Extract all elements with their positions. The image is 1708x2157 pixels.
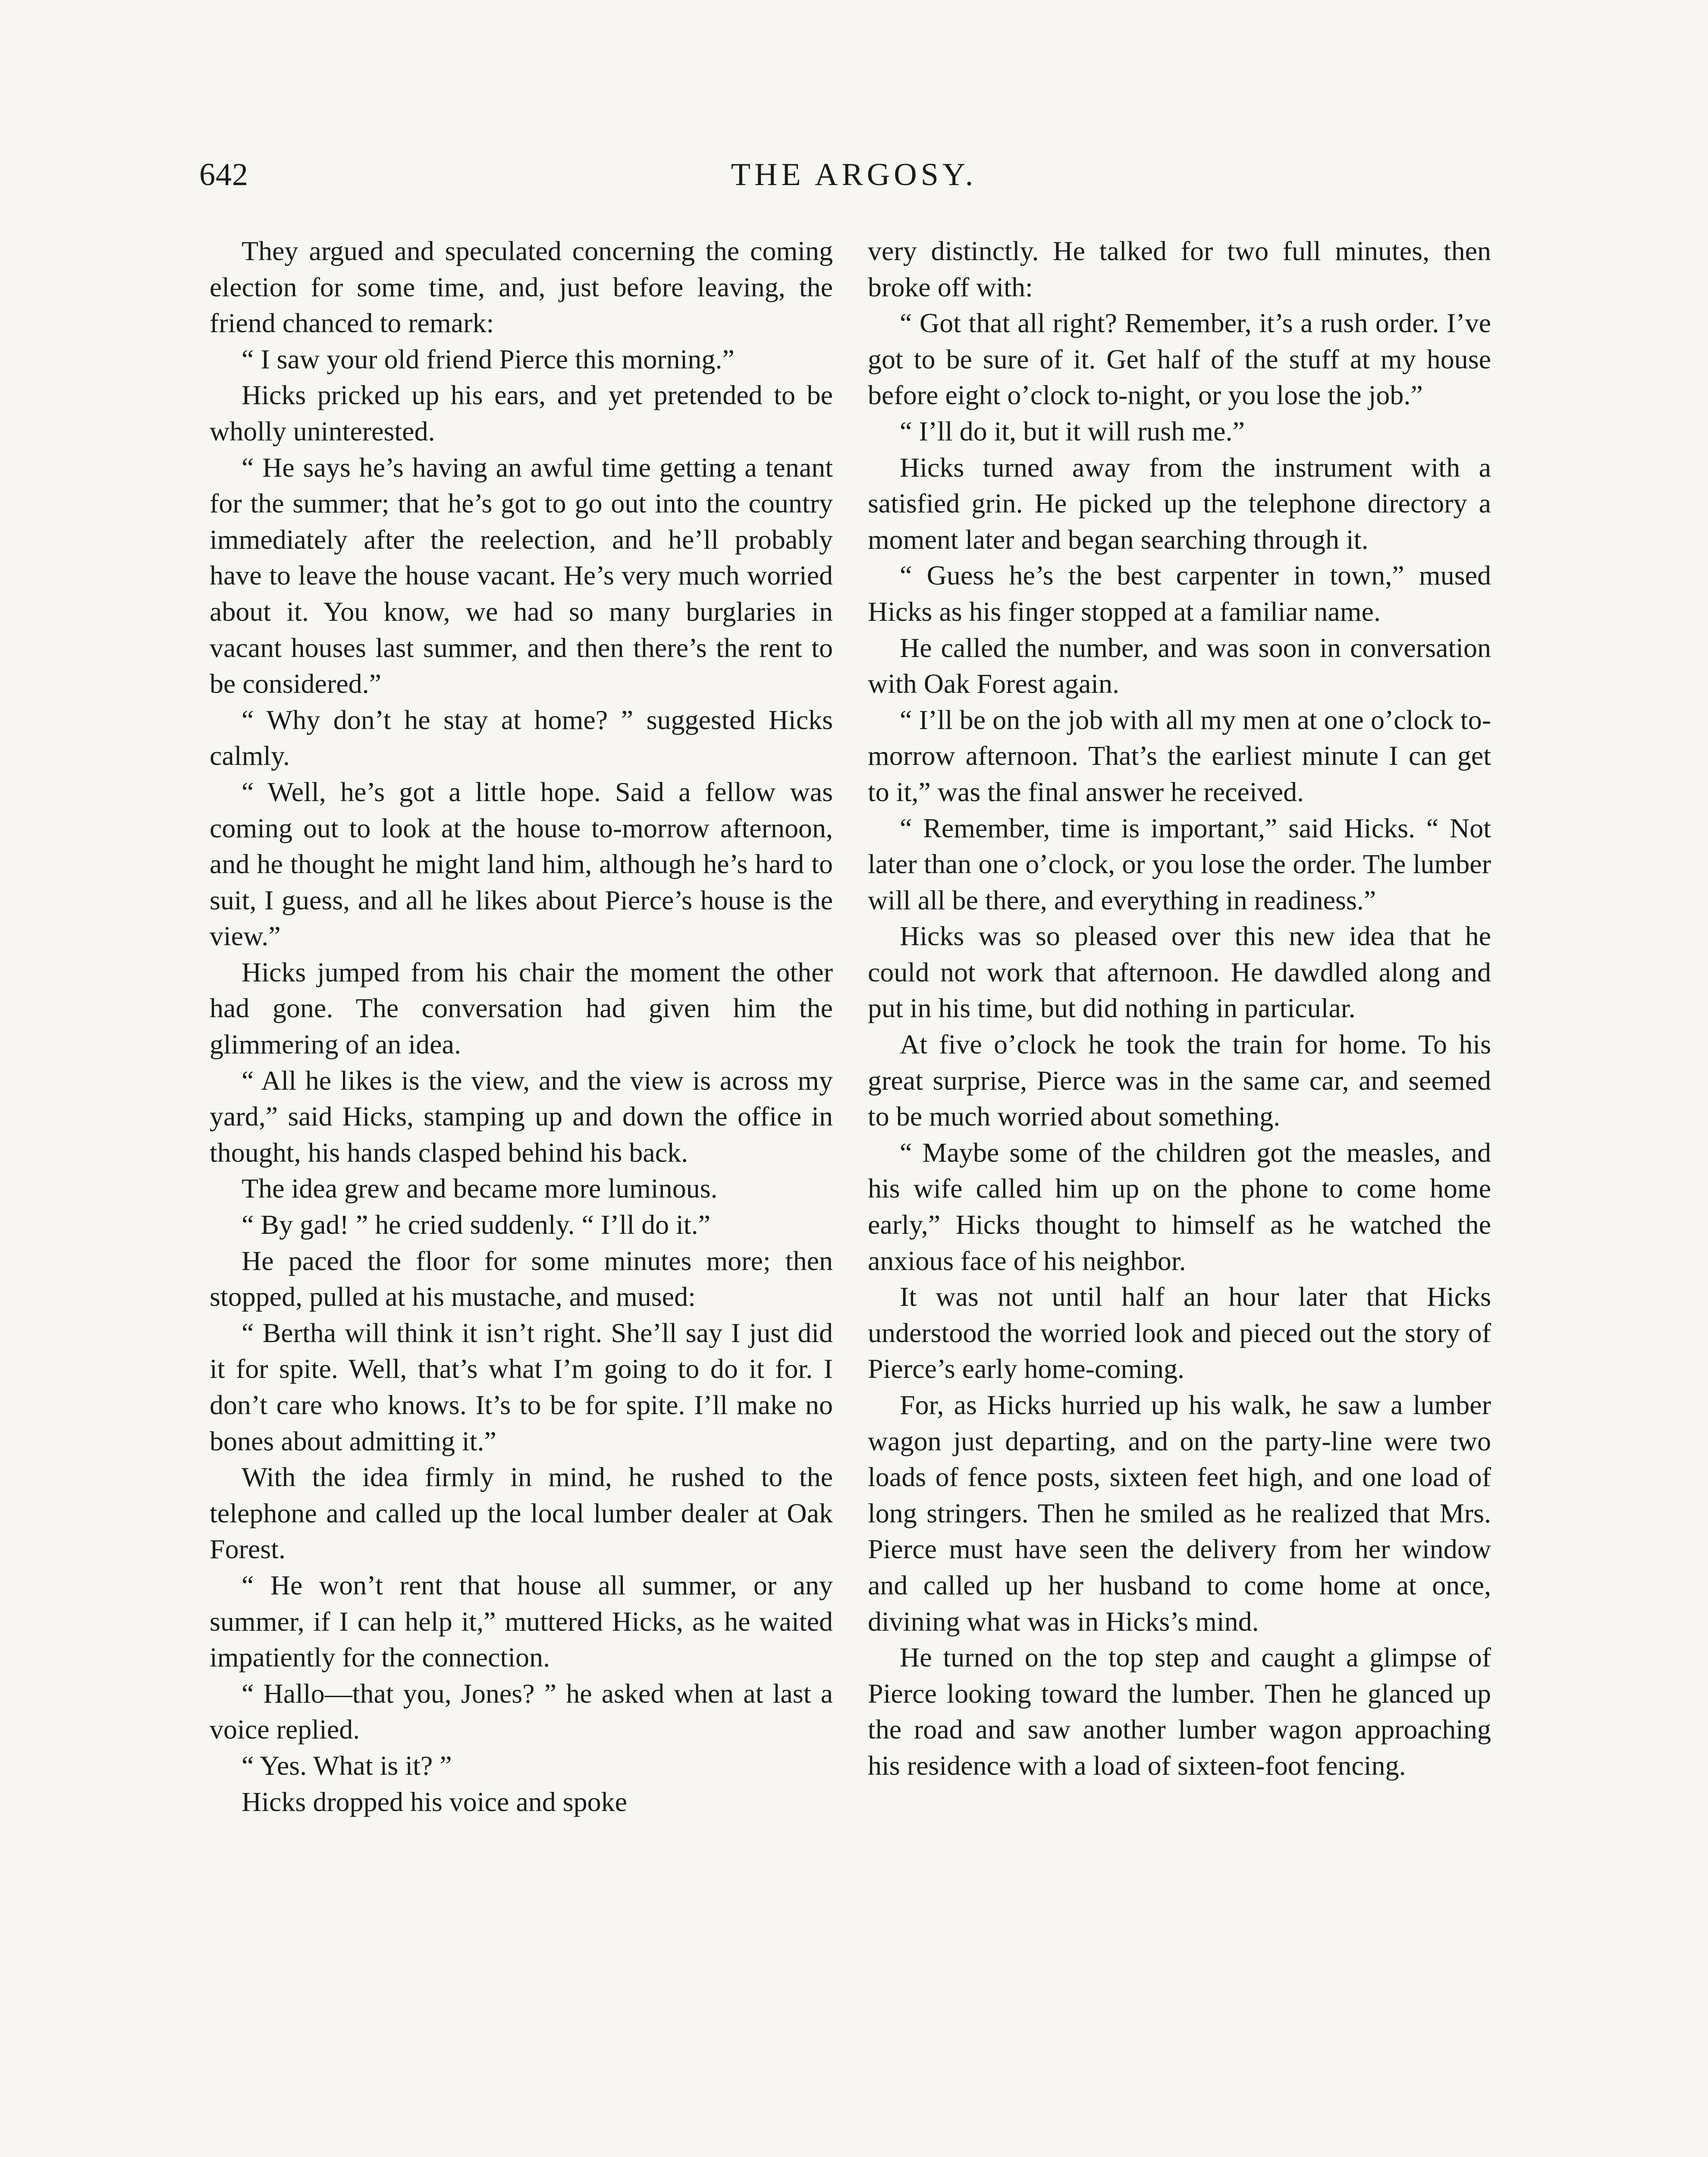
paragraph: He paced the floor for some minutes more; then stopped, pulled at his mustache, and mused: [210, 1245, 833, 1312]
paragraph: Hicks was so pleased over this new idea that he could not work that afternoon. He dawdled along and put in his time, but did nothing in particular. [868, 921, 1491, 1024]
paragraph: “ Guess he’s the best carpenter in town,” mused Hicks as his finger stopped at a familiar name. [868, 560, 1491, 627]
paragraph: “ I’ll do it, but it will rush me.” [900, 415, 1245, 446]
right-text-column [868, 233, 1491, 1784]
paragraph: He turned on the top step and caught a glimpse of Pierce looking toward the lumber. Then he glanced up the road and saw another lumber wagon approaching his residence with a load of sixteen-foot fencing. [868, 1642, 1491, 1781]
paragraph: Hicks jumped from his chair the moment the other had gone. The conversation had given him the glimmering of an idea. [210, 956, 833, 1060]
paragraph: “ He says he’s having an awful time getting a tenant for the summer; that he’s got to go out into the country immediately after the reelection, and he’ll probably have to leave the house vacant. He’s very much worried about it. You know, we had so many burglaries in vacant houses last summer, and then there’s the rent to be considered.” [210, 452, 833, 699]
paragraph: Hicks dropped his voice and spoke [242, 1786, 628, 1817]
paragraph: “ Got that all right? Remember, it’s a rush order. I’ve got to be sure of it. Get half of the stuff at my house before eight o’clock to-night, or you lose the job.” [868, 308, 1491, 411]
paragraph: very distinctly. He talked for two full minutes, then broke off with: [868, 236, 1491, 302]
paragraph: “ By gad! ” he cried suddenly. “ I’ll do it.” [242, 1209, 711, 1240]
paragraph: They argued and speculated concerning the coming election for some time, and, just before leaving, the friend chanced to remark: [210, 236, 833, 339]
paragraph: “ I saw your old friend Pierce this morning.” [242, 343, 735, 374]
paragraph: “ Bertha will think it isn’t right. She’ll say I just did it for spite. Well, that’s what I’m going to do it for. I don’t care who knows. It’s to be for spite. I’ll make no bones about admitting it.” [210, 1317, 833, 1456]
paragraph: He called the number, and was soon in conversation with Oak Forest again. [868, 632, 1491, 699]
paragraph: It was not until half an hour later that Hicks understood the worried look and pieced out the story of Pierce’s early home-coming. [868, 1281, 1491, 1384]
paragraph: The idea grew and became more luminous. [242, 1173, 718, 1204]
paragraph: For, as Hicks hurried up his walk, he saw a lumber wagon just departing, and on the party-line were two loads of fence posts, sixteen feet high, and one load of long stringers. Then he smiled as he realized that Mrs. Pierce must have seen the delivery from her window and called up her husband to come home at once, divining what was in Hicks’s mind. [868, 1390, 1491, 1637]
paragraph: “ Maybe some of the children got the measles, and his wife called him up on the phone to come home early,” Hicks thought to himself as he watched the anxious face of his neighbor. [868, 1137, 1491, 1276]
running-head: THE ARGOSY. [731, 157, 977, 192]
paragraph: “ I’ll be on the job with all my men at one o’clock to-morrow afternoon. That’s the earliest minute I can get to it,” was the final answer he received. [868, 704, 1491, 807]
left-text-column [210, 233, 833, 1820]
page-number: 642 [199, 157, 248, 192]
paragraph: “ Why don’t he stay at home? ” suggested Hicks calmly. [210, 704, 833, 771]
paragraph: “ Hallo—that you, Jones? ” he asked when at last a voice replied. [210, 1678, 833, 1745]
paragraph: Hicks pricked up his ears, and yet pretended to be wholly uninterested. [210, 380, 833, 446]
paragraph: Hicks turned away from the instrument with a satisfied grin. He picked up the telephone directory a moment later and began searching through it. [868, 452, 1491, 555]
paragraph: “ Remember, time is important,” said Hicks. “ Not later than one o’clock, or you lose the order. The lumber will all be there, and everything in readiness.” [868, 812, 1491, 915]
paragraph: At five o’clock he took the train for home. To his great surprise, Pierce was in the same car, and seemed to be much worried about something. [868, 1029, 1491, 1132]
paragraph: “ Yes. What is it? ” [242, 1750, 452, 1781]
paragraph: With the idea firmly in mind, he rushed to the telephone and called up the local lumber dealer at Oak Forest. [210, 1462, 833, 1565]
paragraph: “ All he likes is the view, and the view is across my yard,” said Hicks, stamping up and down the office in thought, his hands clasped behind his back. [210, 1065, 833, 1168]
paragraph: “ He won’t rent that house all summer, or any summer, if I can help it,” muttered Hicks, as he waited impatiently for the connection. [210, 1569, 833, 1673]
paragraph: “ Well, he’s got a little hope. Said a fellow was coming out to look at the house to-morrow afternoon, and he thought he might land him, although he’s hard to suit, I guess, and all he likes about Pierce’s house is the view.” [210, 776, 833, 952]
